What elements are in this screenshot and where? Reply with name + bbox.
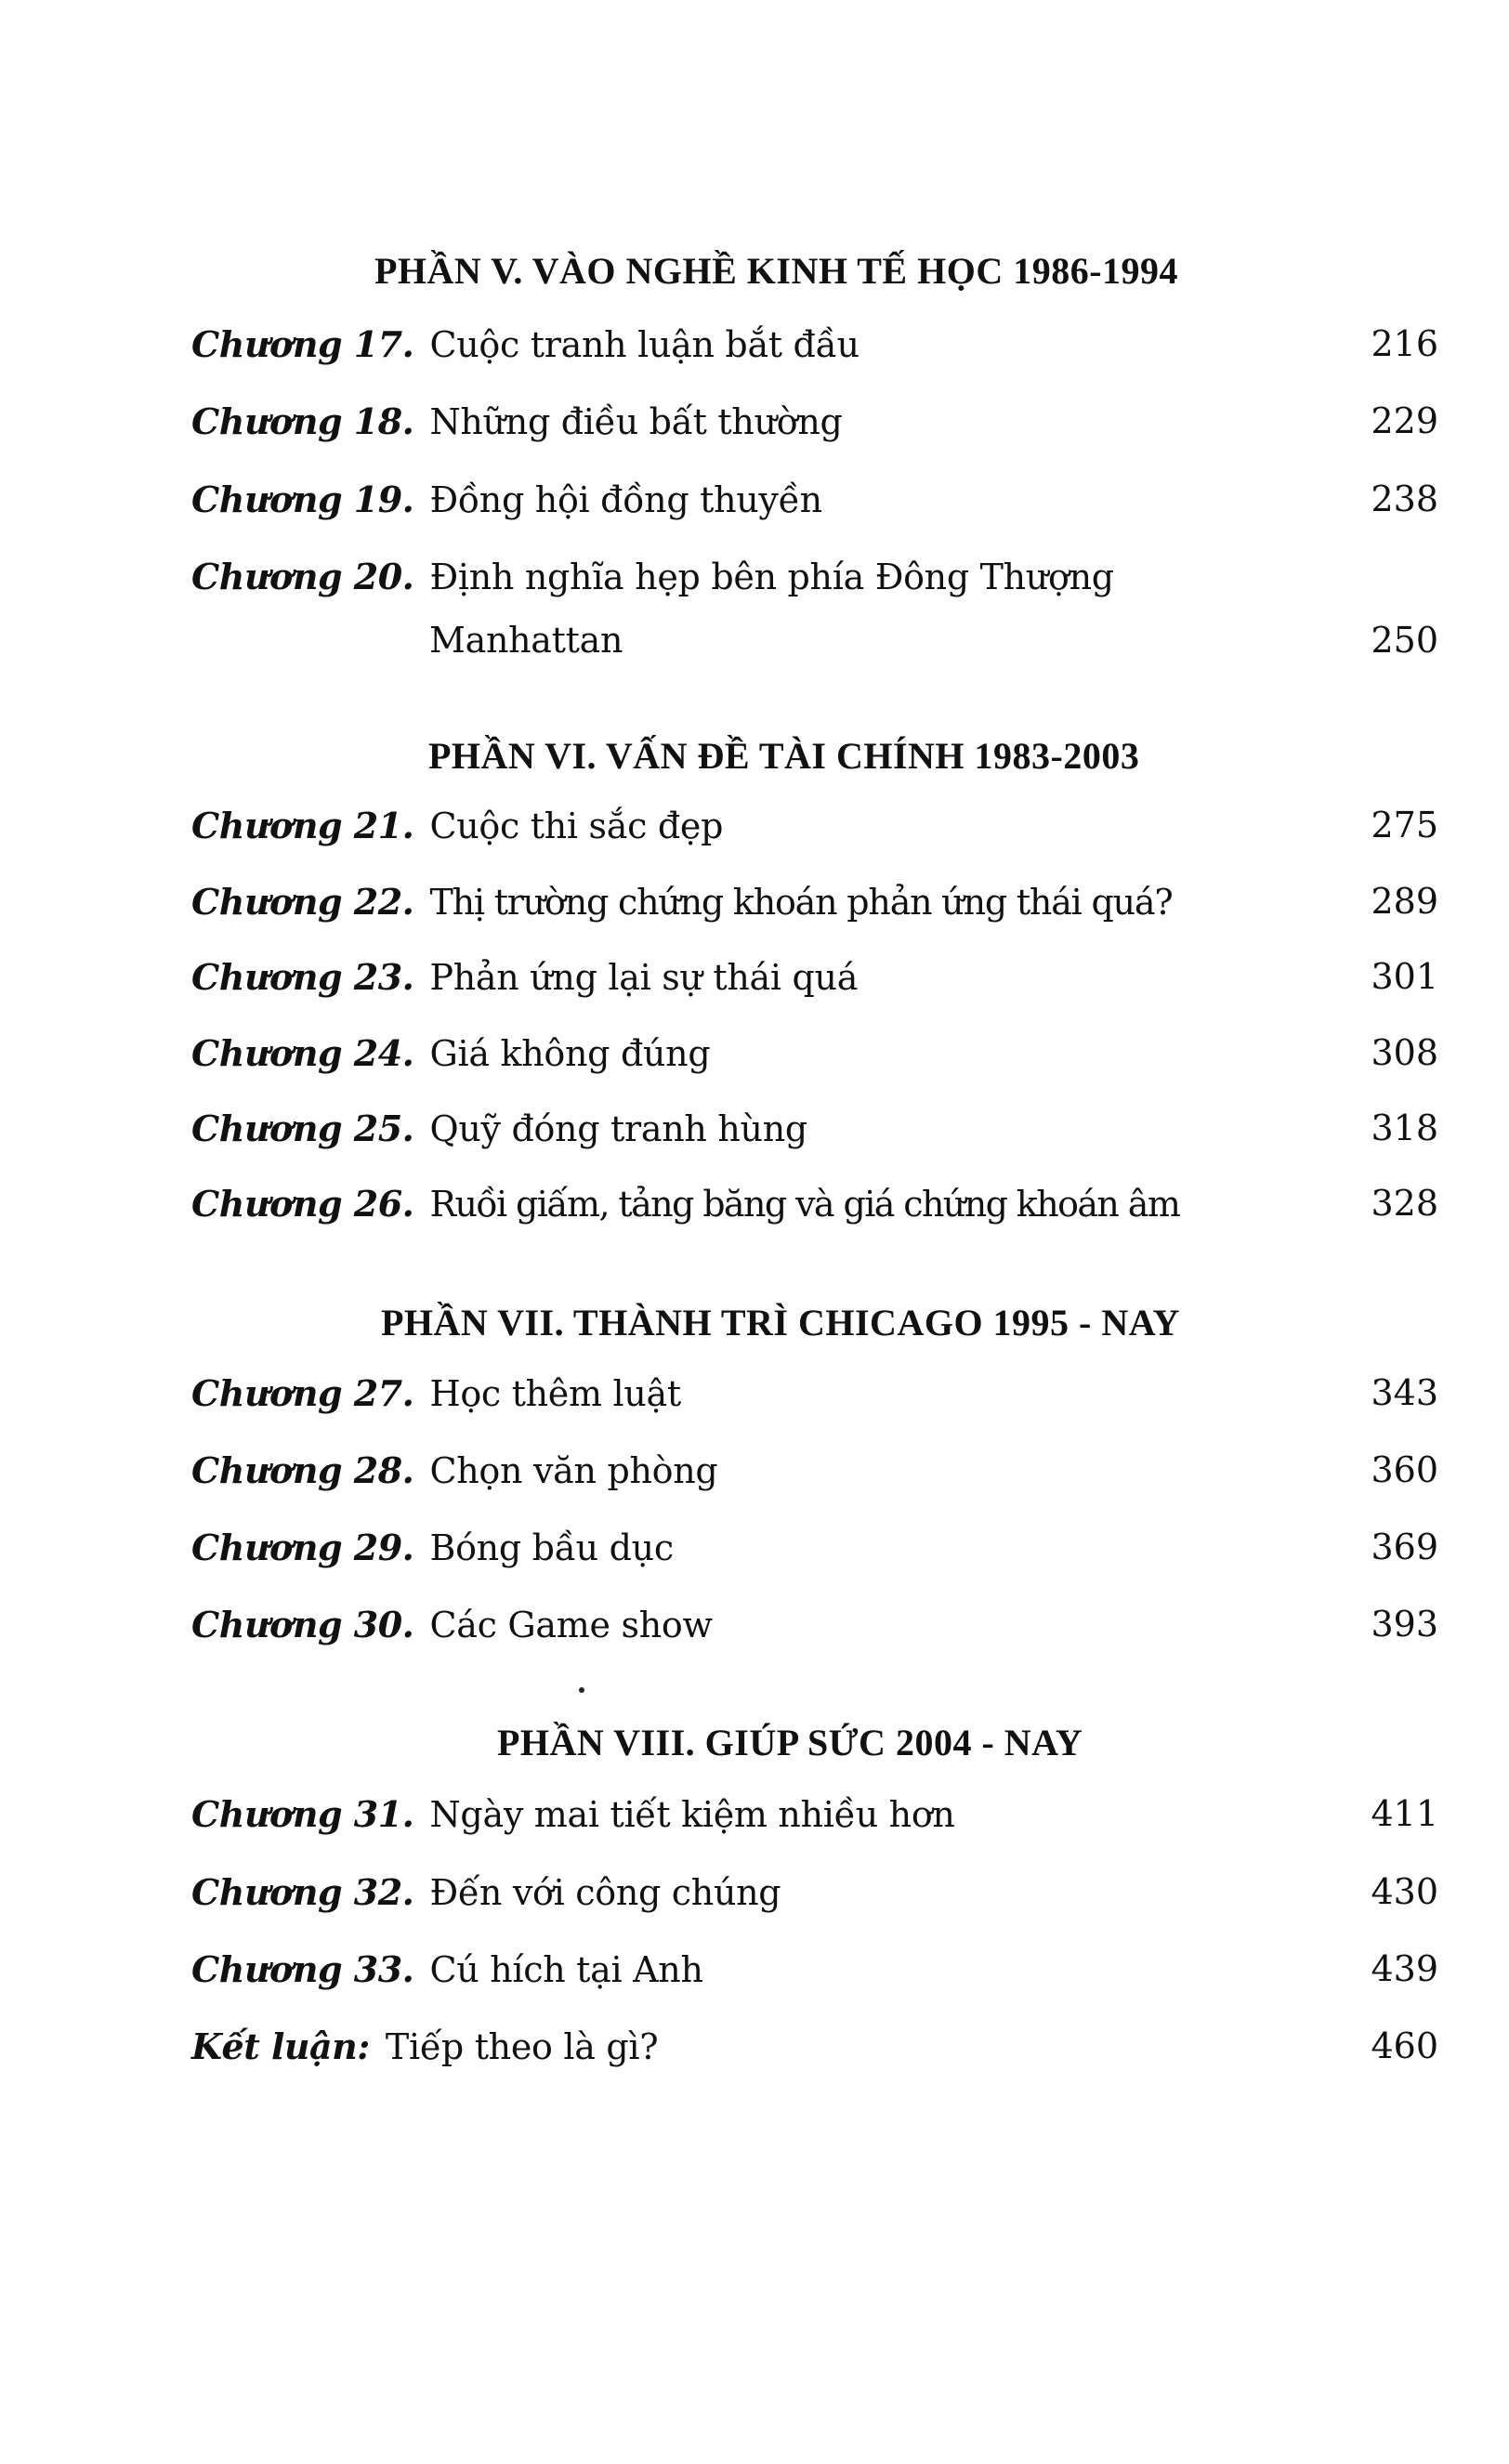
toc-entry[interactable] [191, 1032, 1438, 1088]
page-number: 360 [1371, 1449, 1438, 1490]
toc-entry-continuation[interactable] [429, 620, 1438, 675]
chapter-title: Định nghĩa hẹp bên phía Đông Thượng [429, 557, 1114, 597]
chapter-title: Cú hích tại Anh [429, 1949, 703, 1990]
chapter-title: Những điều bất thường [429, 401, 843, 442]
chapter-title: Học thêm luật [429, 1373, 681, 1414]
chapter-label: Chương 28. [191, 1449, 414, 1491]
chapter-title: Các Game show [429, 1605, 713, 1645]
page-number: 393 [1371, 1604, 1438, 1645]
chapter-label: Chương 31. [191, 1793, 414, 1835]
chapter-label: Chương 21. [191, 805, 414, 846]
toc-entry[interactable] [191, 400, 1438, 456]
section-heading: PHẦN VII. THÀNH TRÌ CHICAGO 1995 - NAY [381, 1302, 1180, 1343]
toc-entry[interactable] [191, 1449, 1438, 1505]
page-number: 460 [1371, 2025, 1438, 2066]
chapter-label: Chương 24. [191, 1032, 414, 1074]
toc-entry[interactable] [191, 1372, 1438, 1428]
chapter-title: Tiếp theo là gì? [385, 2026, 659, 2067]
chapter-label: Chương 17. [191, 323, 414, 365]
chapter-title: Đến với công chúng [429, 1872, 781, 1913]
page-number: 275 [1371, 805, 1438, 845]
chapter-label: Chương 29. [191, 1527, 414, 1568]
toc-entry[interactable] [191, 805, 1438, 860]
chapter-label: Chương 19. [191, 478, 414, 520]
chapter-label: Chương 20. [191, 556, 414, 597]
page-number: 289 [1371, 881, 1438, 922]
chapter-label: Chương 18. [191, 400, 414, 442]
chapter-label: Chương 26. [191, 1183, 414, 1225]
toc-entry[interactable] [191, 556, 1438, 611]
chapter-title: Ngày mai tiết kiệm nhiều hơn [429, 1794, 955, 1835]
page-number: 411 [1371, 1793, 1438, 1834]
page-number: 229 [1371, 400, 1438, 441]
chapter-title: Bóng bầu dục [429, 1527, 674, 1568]
chapter-label: Chương 25. [191, 1107, 414, 1149]
section-heading: PHẦN VIII. GIÚP SỨC 2004 - NAY [497, 1722, 1083, 1763]
chapter-label: Chương 22. [191, 881, 414, 923]
toc-entry[interactable] [191, 1183, 1438, 1239]
chapter-title: Đồng hội đồng thuyền [429, 479, 822, 520]
page-number: 430 [1371, 1871, 1438, 1912]
toc-entry[interactable] [191, 881, 1438, 937]
chapter-title: Phản ứng lại sự thái quá [429, 957, 859, 998]
page-number: 439 [1371, 1948, 1438, 1989]
page-number: 308 [1371, 1032, 1438, 1073]
toc-entry[interactable] [191, 1604, 1438, 1659]
page-number: 343 [1371, 1372, 1438, 1413]
page-number: 318 [1371, 1107, 1438, 1148]
toc-entry[interactable] [191, 2025, 1438, 2081]
chapter-title: Cuộc tranh luận bắt đầu [429, 324, 859, 365]
chapter-title: Giá không đúng [429, 1033, 711, 1074]
chapter-label: Chương 32. [191, 1871, 414, 1913]
chapter-label: Chương 30. [191, 1604, 414, 1645]
chapter-title: Chọn văn phòng [429, 1450, 718, 1491]
chapter-label: Chương 23. [191, 956, 414, 998]
toc-entry[interactable] [191, 1793, 1438, 1849]
chapter-label: Chương 27. [191, 1372, 414, 1414]
toc-entry[interactable] [191, 1948, 1438, 2004]
chapter-title: Cuộc thi sắc đẹp [429, 806, 724, 846]
page-number: 238 [1371, 478, 1438, 519]
chapter-title: Ruồi giấm, tảng băng và giá chứng khoán âm [429, 1184, 1180, 1225]
section-heading: PHẦN VI. VẤN ĐỀ TÀI CHÍNH 1983-2003 [428, 735, 1140, 777]
page-number: 301 [1371, 956, 1438, 997]
page-number: 216 [1371, 323, 1438, 364]
section-heading: PHẦN V. VÀO NGHỀ KINH TẾ HỌC 1986-1994 [374, 250, 1179, 292]
chapter-title: Quỹ đóng tranh hùng [429, 1108, 807, 1149]
chapter-label: Chương 33. [191, 1948, 414, 1990]
page-number: 328 [1371, 1183, 1438, 1224]
page-number: 250 [1371, 620, 1438, 661]
print-speck [579, 1687, 584, 1693]
toc-entry[interactable] [191, 1107, 1438, 1163]
chapter-title-continuation: Manhattan [429, 620, 623, 661]
page-number: 369 [1371, 1527, 1438, 1567]
toc-entry[interactable] [191, 1527, 1438, 1582]
toc-entry[interactable] [191, 323, 1438, 379]
toc-entry[interactable] [191, 478, 1438, 534]
toc-entry[interactable] [191, 1871, 1438, 1927]
conclusion-label: Kết luận: [191, 2025, 370, 2067]
toc-entry[interactable] [191, 956, 1438, 1012]
chapter-title: Thị trường chứng khoán phản ứng thái quá? [429, 882, 1173, 923]
